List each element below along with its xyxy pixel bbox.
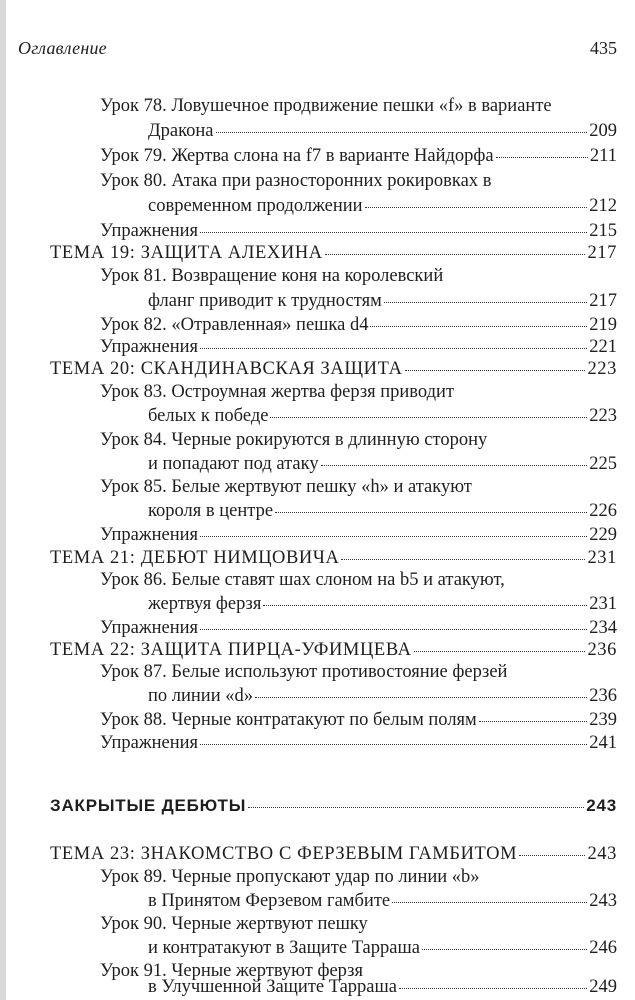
dot-leader: [399, 988, 587, 989]
toc-entry-text: Урок 79. Жертва слона на f7 в варианте Найдорфа: [100, 146, 494, 166]
dot-leader: [321, 465, 588, 466]
toc-page-number: 234: [589, 618, 617, 638]
dot-leader: [341, 559, 585, 560]
toc-entry-text: Упражнения: [100, 733, 199, 753]
toc-entry-text: Упражнения: [100, 221, 199, 241]
toc-lesson-title: [100, 94, 552, 119]
dot-leader: [263, 605, 587, 606]
toc-page-number: 226: [589, 501, 617, 521]
toc-lesson-title: [100, 380, 454, 405]
dot-leader: [392, 902, 587, 903]
toc-lesson-title: [100, 865, 480, 890]
toc-entry-text: Дракона: [148, 121, 214, 141]
toc-entry-text: Урок 82. «Отравленная» пешка d4: [100, 315, 369, 335]
dot-leader: [216, 132, 588, 133]
toc-topic-entry[interactable]: [50, 357, 617, 382]
dot-leader: [275, 512, 587, 513]
toc-page-number: 217: [587, 243, 617, 263]
toc-page-number: 229: [589, 525, 617, 545]
toc-entry-text: современном продолжении: [148, 196, 363, 216]
toc-lesson-title: [100, 912, 368, 937]
toc-entry-text: Урок 85. Белые жертвуют пешку «h» и атакуют: [100, 477, 472, 497]
dot-leader: [479, 721, 587, 722]
dot-leader: [496, 157, 588, 158]
toc-entry[interactable]: [100, 523, 617, 548]
toc-page-number: 231: [589, 594, 617, 614]
toc-lesson-title: [100, 568, 505, 593]
dot-leader: [200, 536, 587, 537]
toc-entry-text: короля в центре: [148, 501, 274, 521]
toc-entry-text: Урок 90. Черные жертвуют пешку: [100, 914, 368, 934]
toc-entry[interactable]: [100, 708, 617, 733]
toc-entry[interactable]: [148, 592, 617, 617]
toc-entry-text: Упражнения: [100, 618, 199, 638]
toc-topic-entry[interactable]: [50, 241, 617, 266]
toc-entry-text: Урок 81. Возвращение коня на королевский: [100, 266, 444, 286]
toc-entry[interactable]: [148, 684, 617, 709]
toc-entry-text: Урок 84. Черные рокируются в длинную сторону: [100, 430, 488, 450]
dot-leader: [370, 326, 587, 327]
toc-page-number: 211: [589, 146, 617, 166]
toc-page-number: 221: [589, 337, 617, 357]
toc-page-number: 231: [587, 548, 617, 568]
toc-lesson-title: [100, 169, 491, 194]
toc-page-number: 212: [589, 196, 617, 216]
toc-entry-text: в Принятом Ферзевом гамбите: [148, 891, 391, 911]
toc-entry-text: ТЕМА 19: ЗАЩИТА АЛЕХИНА: [50, 243, 323, 263]
dot-leader: [414, 651, 586, 652]
dot-leader: [200, 232, 587, 233]
toc-lesson-title: [100, 428, 487, 453]
toc-entry-text: жертвуя ферзя: [148, 594, 262, 614]
toc-entry[interactable]: [148, 889, 617, 914]
toc-entry-text: Урок 78. Ловушечное продвижение пешки «f» в варианте: [100, 96, 552, 116]
page-spine-edge: [0, 0, 6, 1000]
toc-lesson-title: [100, 660, 507, 685]
toc-lesson-title: [100, 264, 443, 289]
toc-entry[interactable]: [148, 289, 617, 314]
page-number: 435: [590, 38, 617, 58]
toc-page-number: 246: [589, 938, 617, 958]
toc-page-number: 223: [589, 406, 617, 426]
toc-entry-text: ТЕМА 22: ЗАЩИТА ПИРЦА-УФИМЦЕВА: [50, 640, 412, 660]
dot-leader: [248, 807, 584, 808]
dot-leader: [405, 370, 586, 371]
toc-entry-text: Урок 83. Остроумная жертва ферзя приводит: [100, 382, 455, 402]
toc-page-number: 243: [586, 796, 617, 815]
dot-leader: [270, 417, 587, 418]
running-header: [18, 38, 617, 64]
toc-entry-text: Упражнения: [100, 337, 199, 357]
toc-page-number: 241: [589, 733, 617, 753]
toc-entry-text: ТЕМА 23: ЗНАКОМСТВО С ФЕРЗЕВЫМ ГАМБИТОМ: [50, 844, 518, 864]
toc-page-number: 219: [589, 315, 617, 335]
toc-entry-text: Урок 80. Атака при разносторонних рокировках в: [100, 171, 492, 191]
toc-entry-text: по линии «d»: [148, 686, 253, 706]
dot-leader: [365, 207, 588, 208]
toc-entry-text: Урок 91. Черные жертвуют ферзя: [100, 961, 363, 981]
toc-entry-text: Упражнения: [100, 525, 199, 545]
toc-entry-text: и попадают под атаку: [148, 454, 319, 474]
dot-leader: [200, 348, 587, 349]
dot-leader: [519, 855, 585, 856]
toc-entry-text: Урок 87. Белые используют противостояние ферзей: [100, 662, 508, 682]
dot-leader: [384, 302, 587, 303]
dot-leader: [200, 629, 587, 630]
toc-entry[interactable]: [148, 119, 617, 144]
toc-entry[interactable]: [100, 731, 617, 756]
toc-entry-text: Урок 89. Черные пропускают удар по линии «b»: [100, 867, 480, 887]
toc-entry[interactable]: [148, 936, 617, 961]
toc-part-entry[interactable]: [50, 793, 617, 818]
toc-entry-text: белых к победе: [148, 406, 269, 426]
toc-page-number: 236: [589, 686, 617, 706]
toc-page-number: 209: [589, 121, 617, 141]
toc-page-number: 239: [589, 710, 617, 730]
dot-leader: [200, 744, 587, 745]
toc-page-number: 236: [587, 640, 617, 660]
toc-entry-text: ТЕМА 20: СКАНДИНАВСКАЯ ЗАЩИТА: [50, 359, 403, 379]
toc-entry[interactable]: [148, 499, 617, 524]
toc-page-number: 217: [589, 291, 617, 311]
running-title: Оглавление: [18, 38, 107, 58]
dot-leader: [422, 949, 587, 950]
toc-page-number: 243: [589, 891, 617, 911]
toc-entry-text: фланг приводит к трудностям: [148, 291, 382, 311]
dot-leader: [255, 697, 587, 698]
toc-entry[interactable]: [148, 452, 617, 477]
toc-entry[interactable]: [148, 404, 617, 429]
toc-lesson-title: [100, 475, 472, 500]
toc-page-number: 225: [589, 454, 617, 474]
toc-entry[interactable]: [148, 975, 617, 1000]
toc-entry[interactable]: [148, 194, 617, 219]
toc-entry-text: в Улучшенной Защите Тарраша: [148, 977, 397, 997]
toc-entry-text: Урок 88. Черные контратакуют по белым полям: [100, 710, 477, 730]
toc-entry[interactable]: [100, 144, 617, 169]
toc-page-number: 223: [587, 359, 617, 379]
toc-entry-text: ЗАКРЫТЫЕ ДЕБЮТЫ: [50, 796, 247, 815]
toc-page-number: 249: [589, 977, 617, 997]
toc-entry-text: ТЕМА 21: ДЕБЮТ НИМЦОВИЧА: [50, 548, 340, 568]
dot-leader: [325, 254, 586, 255]
toc-topic-entry[interactable]: [50, 842, 617, 867]
toc-page-number: 243: [587, 844, 617, 864]
toc-page-number: 215: [589, 221, 617, 241]
toc-entry-text: Урок 86. Белые ставят шах слоном на b5 и атакуют,: [100, 570, 505, 590]
toc-entry-text: и контратакуют в Защите Тарраша: [148, 938, 420, 958]
